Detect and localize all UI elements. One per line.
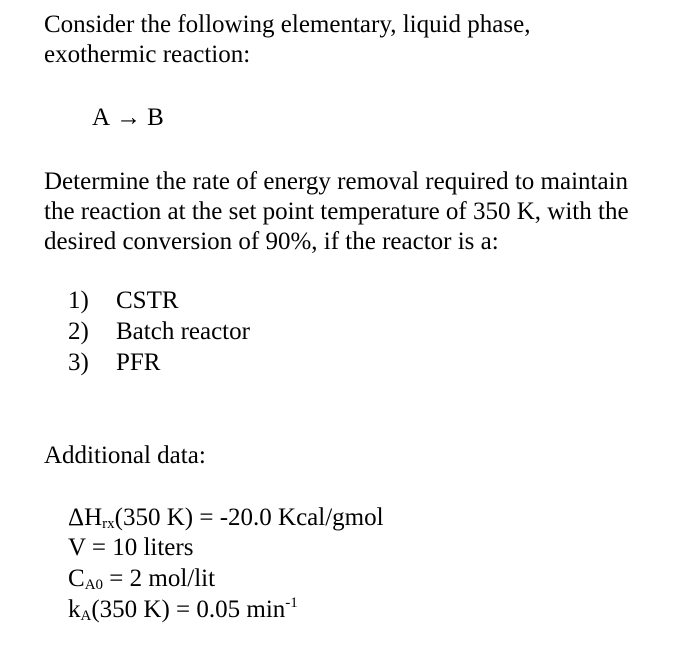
reactant: A <box>92 104 111 131</box>
option-number: 2) <box>68 318 89 345</box>
intro-line-2: exothermic reaction: <box>44 41 251 68</box>
option-label: PFR <box>116 349 161 376</box>
ka-superscript: -1 <box>285 595 298 611</box>
dh-value: (350 K) = -20.0 Kcal/gmol <box>114 504 384 531</box>
ca0-subscript: A0 <box>84 577 104 593</box>
prompt-line-3: desired conversion of 90%, if the reactor is a: <box>44 228 499 255</box>
ka-subscript: A <box>80 608 92 624</box>
enthalpy-of-reaction <box>68 503 384 536</box>
additional-data-title: Additional data: <box>44 442 206 469</box>
dh-subscript: rx <box>102 516 115 532</box>
reactor-volume: V = 10 liters <box>68 534 194 561</box>
option-label: CSTR <box>116 287 179 314</box>
reactor-option-cstr <box>68 286 179 316</box>
reaction-equation <box>92 103 164 133</box>
option-number: 3) <box>68 349 89 376</box>
prompt-line-1: Determine the rate of energy removal required to maintain <box>44 168 629 195</box>
option-label: Batch reactor <box>116 318 250 345</box>
reactor-option-pfr <box>68 348 160 378</box>
dh-symbol: ΔH <box>68 504 103 531</box>
initial-concentration <box>68 564 215 597</box>
rate-constant <box>68 595 298 628</box>
ka-symbol: k <box>68 596 81 623</box>
product: B <box>147 104 164 131</box>
ca0-symbol: C <box>68 565 85 592</box>
prompt-line-2: the reaction at the set point temperature of 350 K, with the <box>44 198 629 225</box>
ka-value: (350 K) = 0.05 min <box>91 596 286 623</box>
reactor-option-batch <box>68 317 250 347</box>
option-number: 1) <box>68 287 89 314</box>
intro-line-1: Consider the following elementary, liquid phase, <box>44 11 531 38</box>
reaction-arrow-icon: → <box>116 104 142 131</box>
ca0-value: = 2 mol/lit <box>103 565 216 592</box>
